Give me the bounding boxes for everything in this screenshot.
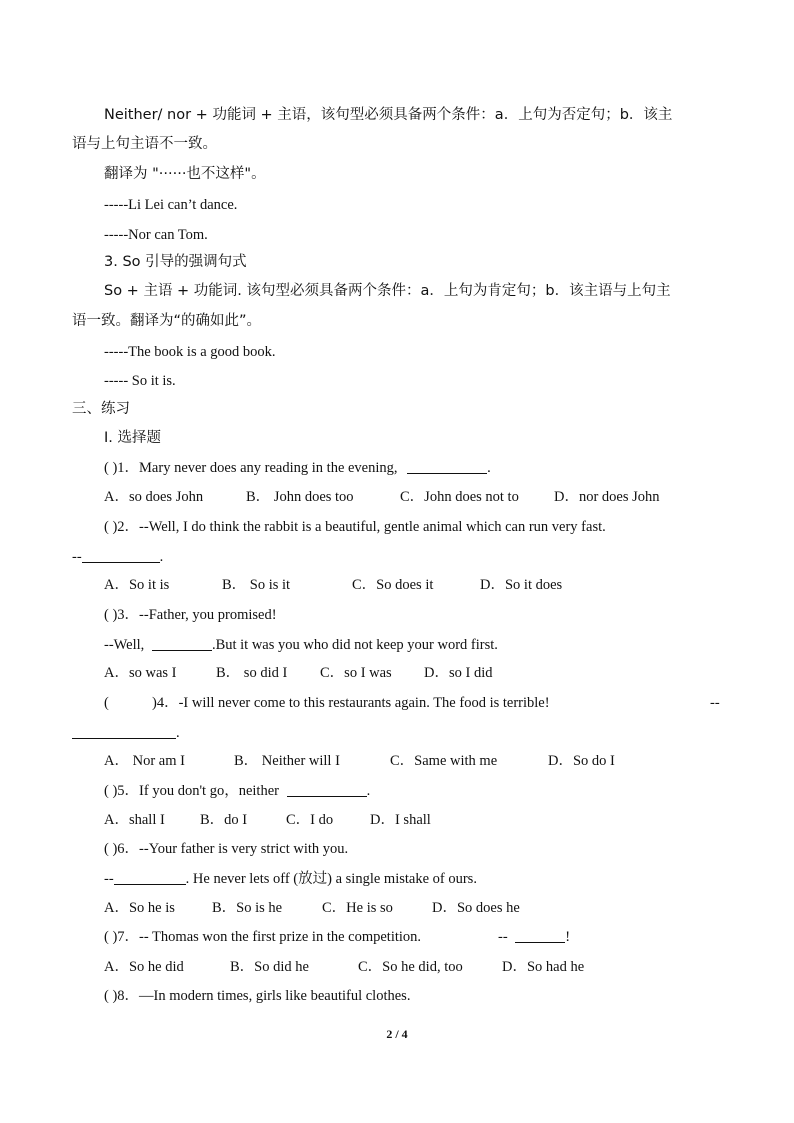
question-3-options [104,664,794,682]
option-a[interactable]: A．shall I [104,812,165,828]
question-6-options [104,899,794,917]
answer-blank[interactable] [152,636,212,651]
question-5-options [104,811,794,829]
question-1-options [104,488,794,506]
neither-rule-line-2: 语与上句主语不一致。 [72,136,217,152]
question-2-response: -- . [72,549,164,565]
option-b[interactable]: B． So is it [222,577,291,593]
question-7-stem [104,928,664,946]
page-number: 2 / 4 [386,1027,408,1041]
section-title: 三、练习 [72,401,130,417]
question-4-options [104,752,794,770]
option-d[interactable]: D．so I did [424,665,493,681]
answer-blank[interactable] [114,870,186,885]
option-c[interactable]: C．So he did, too [358,959,463,975]
option-d[interactable]: D．nor does John [554,489,660,505]
answer-blank[interactable] [515,928,565,943]
answer-blank[interactable] [407,459,487,474]
response-dash: -- [710,695,720,711]
neither-example-2: -----Nor can Tom. [104,227,208,243]
neither-example-1: -----Li Lei can’t dance. [104,197,238,213]
option-c[interactable]: C．I do [286,812,334,828]
option-c[interactable]: C．Same with me [390,753,498,769]
question-4-stem [104,694,724,712]
question-5-stem: ( )5．If you don't go，neither . [104,783,371,799]
option-c[interactable]: C．John does not to [400,489,519,505]
option-d[interactable]: D．So does he [432,900,520,916]
paren-open: ( [104,695,109,711]
neither-translation: 翻译为 "······也不这样"。 [104,166,266,182]
answer-blank[interactable] [82,548,160,563]
question-6-response: -- . He never lets off (放过) a single mistake of ours. [104,871,477,887]
option-c[interactable]: C．So does it [352,577,434,593]
option-a[interactable]: A．So he did [104,959,184,975]
option-b[interactable]: B．So did he [230,959,309,975]
option-c[interactable]: C．He is so [322,900,393,916]
question-4-text: )4．-I will never come to this restaurants again. The food is terrible! [152,695,550,711]
question-7-text: ( )7．-- Thomas won the first prize in the competition. [104,929,422,945]
question-7-response: -- ! [498,929,571,945]
question-7-options [104,958,794,976]
option-a[interactable]: A． Nor am I [104,753,185,769]
question-3-stem: ( )3．--Father, you promised! [104,607,277,623]
question-1-stem: ( )1．Mary never does any reading in the evening, . [104,460,491,476]
option-d[interactable]: D．So it does [480,577,563,593]
answer-blank[interactable] [287,782,367,797]
option-a[interactable]: A．So he is [104,900,175,916]
so-example-2: ----- So it is. [104,373,176,389]
neither-rule-line-1: Neither/ nor + 功能词 + 主语，该句型必须具备两个条件：a．上句为否定句；b．该主 [104,107,673,123]
option-d[interactable]: D．I shall [370,812,431,828]
so-heading: 3. So 引导的强调句式 [104,254,247,270]
option-b[interactable]: B． John does too [246,489,354,505]
option-a[interactable]: A．So it is [104,577,170,593]
so-example-1: -----The book is a good book. [104,344,276,360]
option-d[interactable]: D．So do I [548,753,615,769]
question-3-response: --Well, .But it was you who did not keep your word first. [104,637,498,653]
so-rule-line-1: So + 主语 + 功能词. 该句型必须具备两个条件：a．上句为肯定句；b．该主语与上句主 [104,283,671,299]
option-c[interactable]: C．so I was [320,665,392,681]
option-d[interactable]: D．So had he [502,959,585,975]
option-a[interactable]: A．so does John [104,489,204,505]
question-2-stem: ( )2．--Well, I do think the rabbit is a beautiful, gentle animal which can run very fast. [104,519,606,535]
section-subtitle: I. 选择题 [104,430,161,446]
option-b[interactable]: B．So is he [212,900,283,916]
question-6-stem: ( )6．--Your father is very strict with you. [104,841,349,857]
so-rule-line-2: 语一致。翻译为“的确如此”。 [72,313,262,329]
answer-blank[interactable] [72,724,176,739]
question-4-response: . [72,724,180,742]
question-2-options [104,576,794,594]
option-b[interactable]: B．do I [200,812,248,828]
question-8-stem: ( )8．—In modern times, girls like beautiful clothes. [104,988,411,1004]
option-a[interactable]: A．so was I [104,665,177,681]
option-b[interactable]: B． so did I [216,665,288,681]
option-b[interactable]: B． Neither will I [234,753,340,769]
